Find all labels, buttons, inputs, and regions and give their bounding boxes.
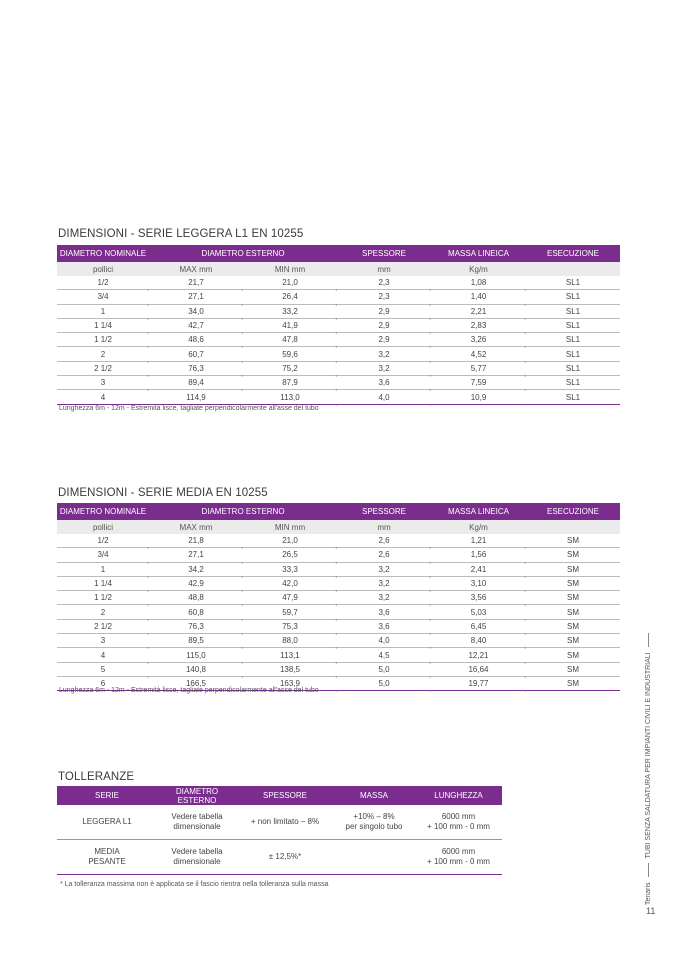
table-cell: , 34,0: [149, 304, 243, 318]
table-cell: , 3,6: [337, 376, 431, 390]
table-cell: , 21,7: [149, 276, 243, 290]
table-cell: , 2,9: [337, 304, 431, 318]
unit-cell: MIN mm: [243, 520, 337, 534]
table-cell: , SM: [526, 562, 620, 576]
table-row: [57, 333, 620, 347]
table-cell: , 76,3: [149, 361, 243, 375]
table-cell: , 4,5: [337, 648, 431, 662]
tolerances-cell: [415, 805, 502, 840]
table-cell: 3/4: [57, 290, 149, 304]
table-cell: 3: [57, 376, 149, 390]
unit-cell: pollici: [57, 520, 149, 534]
table-cell: , 87,9: [243, 376, 337, 390]
table-cell: , 75,2: [243, 361, 337, 375]
table-cell: , SM: [526, 591, 620, 605]
table-cell: , SM: [526, 634, 620, 648]
table-cell: , SM: [526, 534, 620, 548]
column-header: ESECUZIONE: [526, 503, 620, 520]
unit-cell: mm: [337, 262, 431, 276]
table-row: [57, 318, 620, 332]
table-cell: , 115,0: [149, 648, 243, 662]
sidebar-brand: Tenaris: [645, 882, 652, 905]
table-cell: , 5,03: [431, 605, 526, 619]
table-cell: , 48,6: [149, 333, 243, 347]
table-cell: , SM: [526, 662, 620, 676]
table-cell: , 140,8: [149, 662, 243, 676]
table-cell: , 2,83: [431, 318, 526, 332]
table-cell: , 21,8: [149, 534, 243, 548]
tolerances-cell: [237, 840, 333, 875]
table-row: [57, 634, 620, 648]
table-cell: , 113,0: [243, 390, 337, 404]
table-cell: 1: [57, 304, 149, 318]
cell-line: +10% – 8%: [353, 812, 395, 821]
page-number: 11: [646, 906, 656, 916]
cell-line: + 100 mm - 0 mm: [427, 857, 490, 866]
tolerances-cell: [415, 840, 502, 875]
cell-line: PESANTE: [88, 857, 126, 866]
cell-line: Vedere tabella: [171, 847, 223, 856]
table-cell: 2: [57, 347, 149, 361]
table-cell: , 3,56: [431, 591, 526, 605]
table-cell: , 42,0: [243, 576, 337, 590]
table-row: [57, 361, 620, 375]
tolerances-title: TOLLERANZE: [58, 771, 135, 783]
table-cell: 1 1/4: [57, 576, 149, 590]
table-cell: 1/2: [57, 276, 149, 290]
unit-cell: Kg/m: [431, 262, 526, 276]
table-cell: , 19,77: [431, 676, 526, 690]
unit-cell: MAX mm: [149, 520, 243, 534]
table-cell: 4: [57, 648, 149, 662]
table-cell: , 5,0: [337, 662, 431, 676]
table-row: [57, 290, 620, 304]
table-cell: , 1,40: [431, 290, 526, 304]
column-header: MASSA: [333, 786, 415, 805]
table-cell: , 2,41: [431, 562, 526, 576]
table-cell: , 6,45: [431, 619, 526, 633]
table-cell: 6: [57, 676, 149, 690]
table-serie-leggera: [57, 245, 620, 405]
table-cell: , SL1: [526, 318, 620, 332]
column-header: LUNGHEZZA: [415, 786, 502, 805]
table-cell: , 89,4: [149, 376, 243, 390]
tolerances-row: [57, 805, 502, 840]
table-cell: 1 1/4: [57, 318, 149, 332]
cell-line: Vedere tabella: [171, 812, 223, 821]
cell-line: per singolo tubo: [345, 822, 403, 831]
table-cell: , 3,2: [337, 562, 431, 576]
sidebar-divider: [648, 633, 649, 647]
unit-cell: mm: [337, 520, 431, 534]
table-cell: , 138,5: [243, 662, 337, 676]
table-cell: , 4,52: [431, 347, 526, 361]
table-cell: , 2,21: [431, 304, 526, 318]
tolerances-cell: [333, 805, 415, 840]
table-cell: , 2,3: [337, 290, 431, 304]
table-cell: , 5,0: [337, 676, 431, 690]
table-cell: , 42,7: [149, 318, 243, 332]
table-cell: , SL1: [526, 333, 620, 347]
column-header: SPESSORE: [337, 245, 431, 262]
table-row: [57, 534, 620, 548]
unit-cell: [526, 520, 620, 534]
table-cell: , 34,2: [149, 562, 243, 576]
table-cell: , 59,7: [243, 605, 337, 619]
column-header: DIAMETRO ESTERNO: [149, 245, 337, 262]
tolerances-footnote: * La tolleranza massima non è applicata se il fascio rientra nella tolleranza sulla massa: [60, 881, 329, 888]
table-cell: , SL1: [526, 276, 620, 290]
table-cell: , 89,5: [149, 634, 243, 648]
units-row: [57, 520, 620, 534]
unit-cell: MAX mm: [149, 262, 243, 276]
sidebar-caption: [645, 628, 652, 905]
sidebar-divider: [648, 863, 649, 877]
unit-cell: MIN mm: [243, 262, 337, 276]
unit-cell: pollici: [57, 262, 149, 276]
table-cell: , SL1: [526, 390, 620, 404]
table-cell: , SL1: [526, 304, 620, 318]
units-row: [57, 262, 620, 276]
table-cell: , 12,21: [431, 648, 526, 662]
table-header-row: [57, 503, 620, 520]
table-cell: , SL1: [526, 347, 620, 361]
table-row: [57, 605, 620, 619]
table-cell: 2 1/2: [57, 361, 149, 375]
table-cell: 3/4: [57, 548, 149, 562]
table-cell: , 42,9: [149, 576, 243, 590]
table-cell: 3: [57, 634, 149, 648]
table-cell: , 59,6: [243, 347, 337, 361]
table-row: [57, 591, 620, 605]
table-note-leggera: Lunghezza 6m - 12m - Estremità lisce, tagliate perpendicolarmente all'asse del tubo: [59, 405, 319, 412]
table-cell: , 21,0: [243, 534, 337, 548]
unit-cell: [526, 262, 620, 276]
table-cell: , 27,1: [149, 290, 243, 304]
table-row: [57, 376, 620, 390]
table-title-leggera: DIMENSIONI - SERIE LEGGERA L1 EN 10255: [58, 228, 304, 240]
table-cell: , 3,2: [337, 347, 431, 361]
cell-line: 6000 mm: [441, 847, 476, 856]
table-cell: , SM: [526, 619, 620, 633]
column-header: DIAMETRO ESTERNO: [149, 503, 337, 520]
column-header: DIAMETRO NOMINALE: [57, 503, 149, 520]
table-cell: 5: [57, 662, 149, 676]
table-cell: , 88,0: [243, 634, 337, 648]
table-cell: , SL1: [526, 361, 620, 375]
tolerances-cell: [157, 840, 237, 875]
table-row: [57, 576, 620, 590]
table-row: [57, 390, 620, 404]
column-header: ESECUZIONE: [526, 245, 620, 262]
cell-line: LEGGERA L1: [82, 817, 132, 826]
table-cell: 4: [57, 390, 149, 404]
column-header: DIAMETRO NOMINALE: [57, 245, 149, 262]
table-cell: 1/2: [57, 534, 149, 548]
table-cell: 1 1/2: [57, 591, 149, 605]
cell-line: dimensionale: [173, 857, 221, 866]
table-cell: , 60,8: [149, 605, 243, 619]
table-cell: , 26,5: [243, 548, 337, 562]
table-row: [57, 619, 620, 633]
table-cell: , 4,0: [337, 634, 431, 648]
table-cell: , 41,9: [243, 318, 337, 332]
table-cell: , 47,9: [243, 591, 337, 605]
table-row: [57, 562, 620, 576]
cell-line: MEDIA: [94, 847, 120, 856]
table-cell: , 7,59: [431, 376, 526, 390]
table-cell: , 33,2: [243, 304, 337, 318]
table-cell: , 3,6: [337, 605, 431, 619]
table-cell: , 3,6: [337, 619, 431, 633]
cell-line: dimensionale: [173, 822, 221, 831]
table-cell: , 1,21: [431, 534, 526, 548]
column-header: MASSA LINEICA: [431, 503, 526, 520]
tolerances-cell: [333, 840, 415, 875]
table-cell: , 3,10: [431, 576, 526, 590]
table-cell: , 3,2: [337, 591, 431, 605]
column-header: SPESSORE: [237, 786, 333, 805]
table-cell: 2: [57, 605, 149, 619]
table-cell: , SM: [526, 605, 620, 619]
table-cell: , 166,5: [149, 676, 243, 690]
tolerances-table: [57, 786, 502, 875]
table-cell: , SM: [526, 548, 620, 562]
tolerances-cell: [237, 805, 333, 840]
table-cell: , 47,8: [243, 333, 337, 347]
table-cell: , 2,9: [337, 333, 431, 347]
unit-cell: Kg/m: [431, 520, 526, 534]
tolerances-cell: [157, 805, 237, 840]
table-row: [57, 276, 620, 290]
table-cell: , 3,2: [337, 576, 431, 590]
table-cell: , 27,1: [149, 548, 243, 562]
table-cell: 1 1/2: [57, 333, 149, 347]
table-cell: , 2,6: [337, 534, 431, 548]
table-cell: , SM: [526, 576, 620, 590]
table-cell: , SM: [526, 676, 620, 690]
table-note-media: Lunghezza 6m - 12m - Estremità lisce, tagliate perpendicolarmente all'asse del tubo: [59, 687, 319, 694]
table-cell: , 10,9: [431, 390, 526, 404]
table-row: [57, 648, 620, 662]
column-header: DIAMETRO ESTERNO: [157, 786, 237, 805]
table-cell: , 3,2: [337, 361, 431, 375]
table-row: [57, 304, 620, 318]
table-cell: , 16,64: [431, 662, 526, 676]
table-cell: 1: [57, 562, 149, 576]
table-cell: , 76,3: [149, 619, 243, 633]
sidebar-title: TUBI SENZA SALDATURA PER IMPIANTI CIVILI E INDUSTRIALI: [645, 652, 652, 859]
table-cell: , 75,3: [243, 619, 337, 633]
column-header: SERIE: [57, 786, 157, 805]
table-cell: 2 1/2: [57, 619, 149, 633]
table-cell: , SL1: [526, 376, 620, 390]
cell-line: + 100 mm - 0 mm: [427, 822, 490, 831]
tolerances-row: [57, 840, 502, 875]
table-cell: , 2,6: [337, 548, 431, 562]
table-cell: , 48,8: [149, 591, 243, 605]
table-row: [57, 548, 620, 562]
table-cell: , 1,08: [431, 276, 526, 290]
table-title-media: DIMENSIONI - SERIE MEDIA EN 10255: [58, 487, 268, 499]
table-serie-media: [57, 503, 620, 691]
table-row: [57, 347, 620, 361]
table-cell: , 113,1: [243, 648, 337, 662]
table-cell: , 5,77: [431, 361, 526, 375]
table-cell: , 2,3: [337, 276, 431, 290]
table-header-row: [57, 245, 620, 262]
table-cell: , 21,0: [243, 276, 337, 290]
table-cell: , 33,3: [243, 562, 337, 576]
table-cell: , 3,26: [431, 333, 526, 347]
table-cell: , 1,56: [431, 548, 526, 562]
tolerances-cell: [57, 840, 157, 875]
table-cell: , 2,9: [337, 318, 431, 332]
tolerances-cell: [57, 805, 157, 840]
cell-line: ± 12,5%*: [268, 852, 302, 861]
cell-line: 6000 mm: [441, 812, 476, 821]
table-cell: , SL1: [526, 290, 620, 304]
table-cell: , SM: [526, 648, 620, 662]
table-cell: , 60,7: [149, 347, 243, 361]
cell-line: + non limitato – 8%: [250, 817, 320, 826]
table-row: [57, 662, 620, 676]
table-cell: , 8,40: [431, 634, 526, 648]
column-header: SPESSORE: [337, 503, 431, 520]
column-header: MASSA LINEICA: [431, 245, 526, 262]
table-cell: , 26,4: [243, 290, 337, 304]
tolerances-header-row: [57, 786, 502, 805]
table-cell: , 114,9: [149, 390, 243, 404]
table-cell: , 163,9: [243, 676, 337, 690]
table-cell: , 4,0: [337, 390, 431, 404]
